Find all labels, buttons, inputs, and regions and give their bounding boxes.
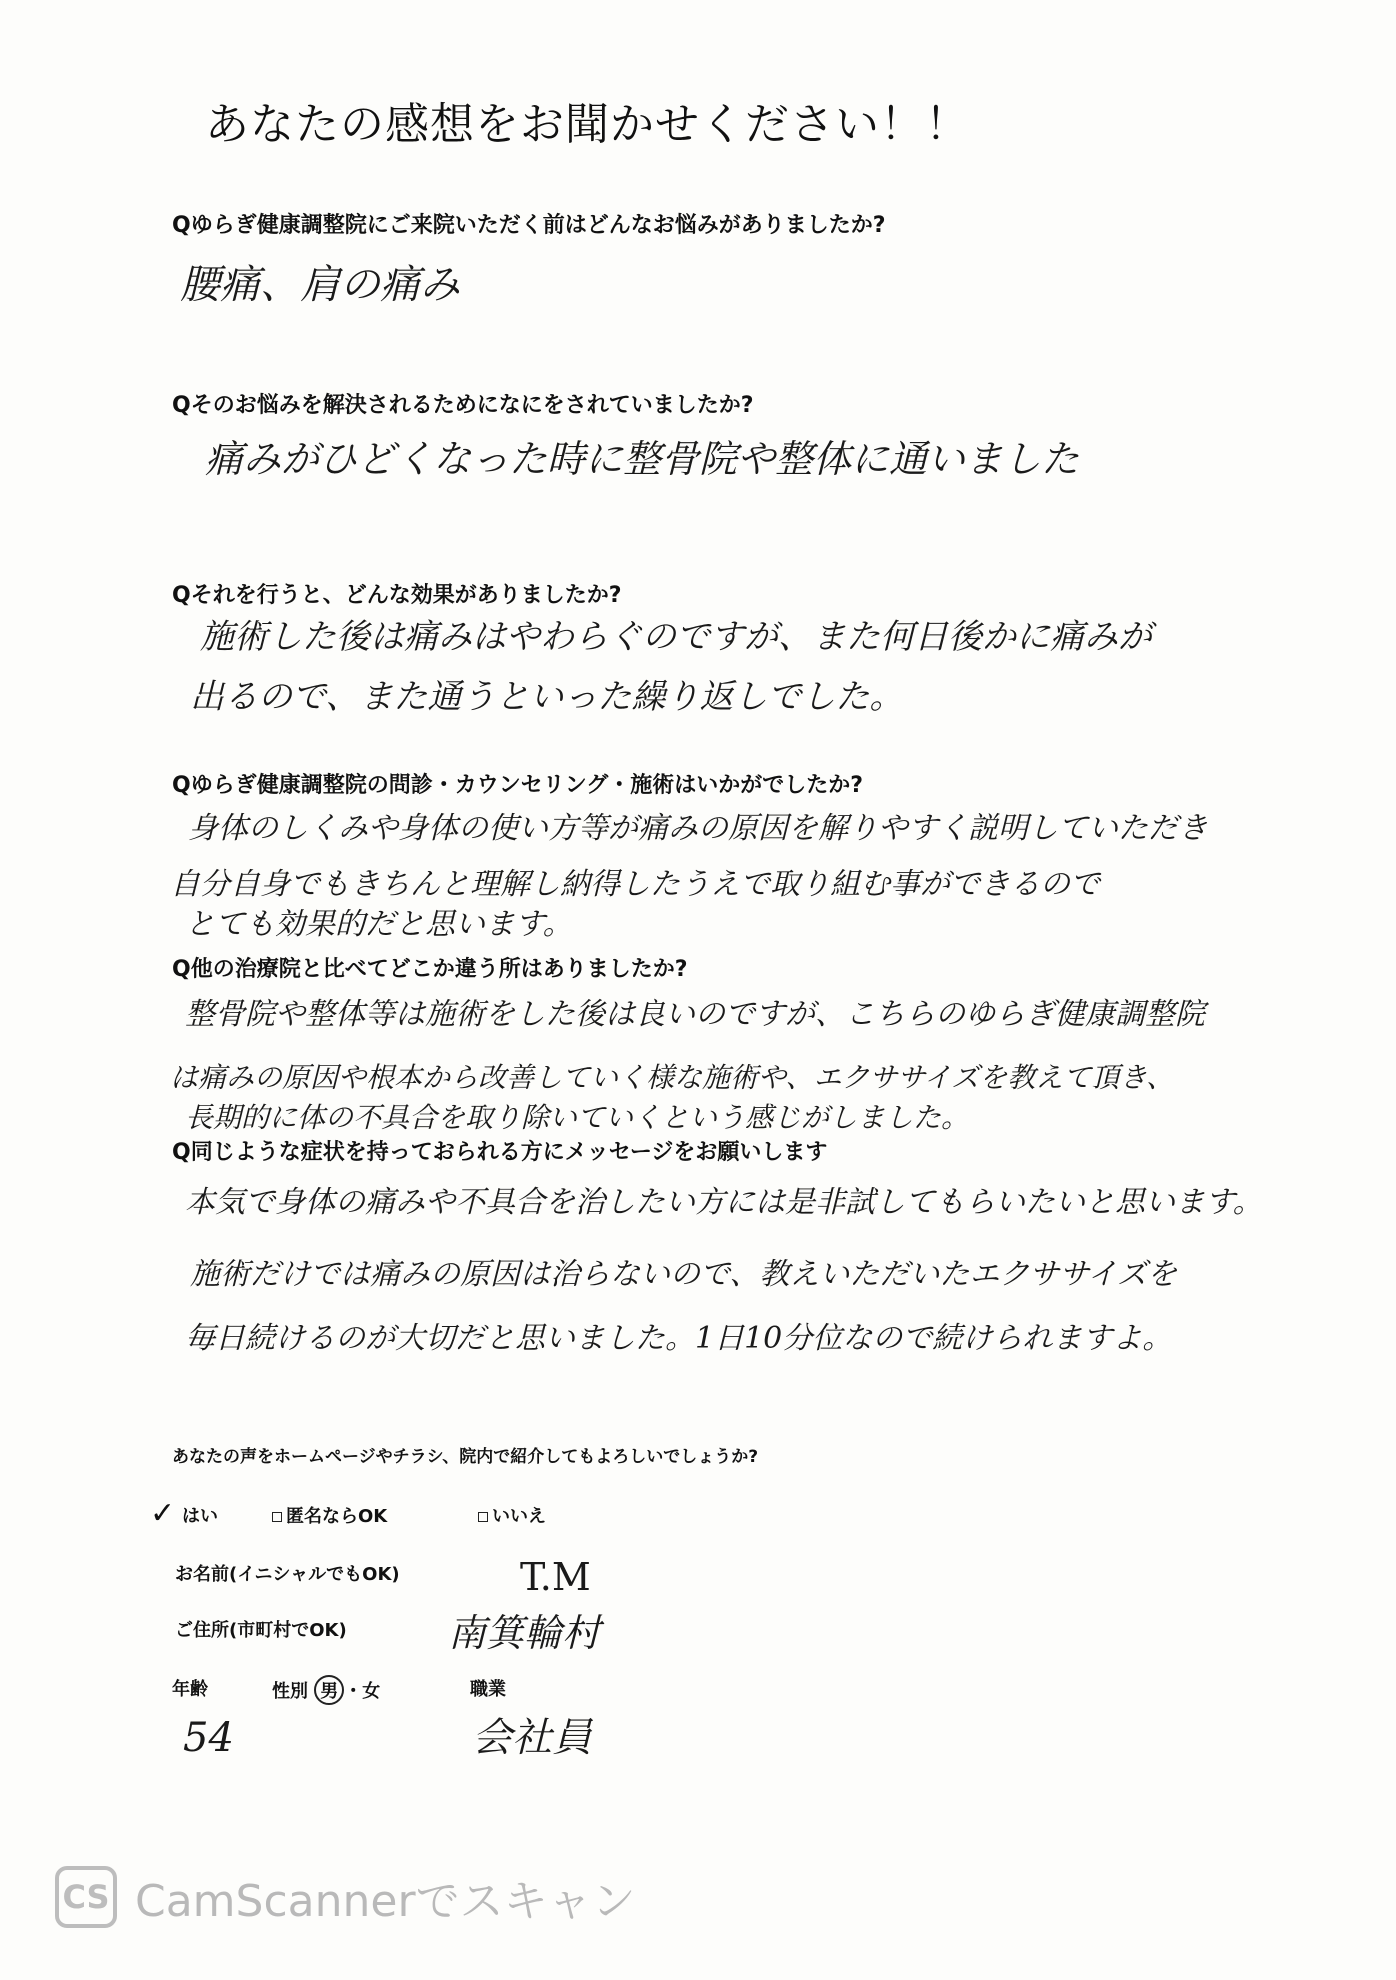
answer-6-line-3: 毎日続けるのが大切だと思いました。1日10分位なので続けられますよ。 [185,1321,1173,1356]
answer-6-line-2: 施術だけでは痛みの原因は治らないので、教えいただいたエクササイズを [190,1257,1177,1292]
answer-6-line-1: 本気で身体の痛みや不具合を治したい方には是非試してもらいたいと思います。 [185,1185,1263,1220]
answer-3-line-1: 施術した後は痛みはやわらぐのですが、また何日後かに痛みが [200,617,1152,657]
cs-icon: CS [55,1866,117,1928]
answer-4-line-1: 身体のしくみや身体の使い方等が痛みの原因を解りやすく説明していただき [188,811,1208,846]
gender-male-selected: 男 [314,1675,344,1705]
checkbox-icon [478,1512,488,1522]
name-label: お名前(イニシャルでもOK) [175,1564,400,1585]
question-6: Q同じような症状を持っておられる方にメッセージをお願いします [172,1140,828,1165]
consent-question: あなたの声をホームページやチラシ、院内で紹介してもよろしいでしょうか? [172,1447,759,1467]
age-value: 54 [183,1715,234,1761]
camscanner-watermark [55,1865,636,1929]
answer-5-line-2: は痛みの原因や根本から改善していく様な施術や、エクササイズを教えて頂き、 [170,1061,1175,1094]
checkbox-icon [272,1512,282,1522]
age-label: 年齢 [172,1679,208,1700]
question-2: Qそのお悩みを解決されるためになにをされていましたか? [172,393,754,418]
answer-5-line-1: 整骨院や整体等は施術をした後は良いのですが、こちらのゆらぎ健康調整院 [185,997,1205,1032]
page-title: あなたの感想をお聞かせください！！ [205,99,970,150]
question-5: Q他の治療院と比べてどこか違う所はありましたか? [172,957,688,982]
answer-1-line-1: 腰痛、肩の痛み [180,262,460,308]
check-mark-icon: ✓ [150,1496,176,1531]
consent-option-yes[interactable]: はい [182,1506,218,1527]
gender-field: 性別 男 ・女 [272,1675,380,1705]
answer-3-line-2: 出るので、また通うといった繰り返しでした。 [190,677,904,717]
name-value: T.M [520,1555,591,1599]
job-value: 会社員 [472,1715,592,1761]
job-label: 職業 [470,1679,506,1700]
consent-option-no[interactable]: いいえ [478,1502,546,1528]
watermark-text: CamScannerでスキャン [135,1876,636,1927]
answer-4-line-3: とても効果的だと思います。 [185,907,573,942]
question-3: Qそれを行うと、どんな効果がありましたか? [172,583,622,608]
question-4: Qゆらぎ健康調整院の問診・カウンセリング・施術はいかがでしたか? [172,773,864,798]
consent-option-anonymous[interactable]: 匿名ならOK [272,1502,387,1528]
address-value: 南箕輪村 [448,1611,601,1655]
address-label: ご住所(市町村でOK) [175,1620,347,1641]
answer-4-line-2: 自分自身でもきちんと理解し納得したうえで取り組む事ができるので [170,867,1100,902]
answer-2-line-1: 痛みがひどくなった時に整骨院や整体に通いました [205,437,1080,481]
question-1: Qゆらぎ健康調整院にご来院いただく前はどんなお悩みがありましたか? [172,213,886,238]
answer-5-line-3: 長期的に体の不具合を取り除いていくという感じがしました。 [185,1101,970,1134]
